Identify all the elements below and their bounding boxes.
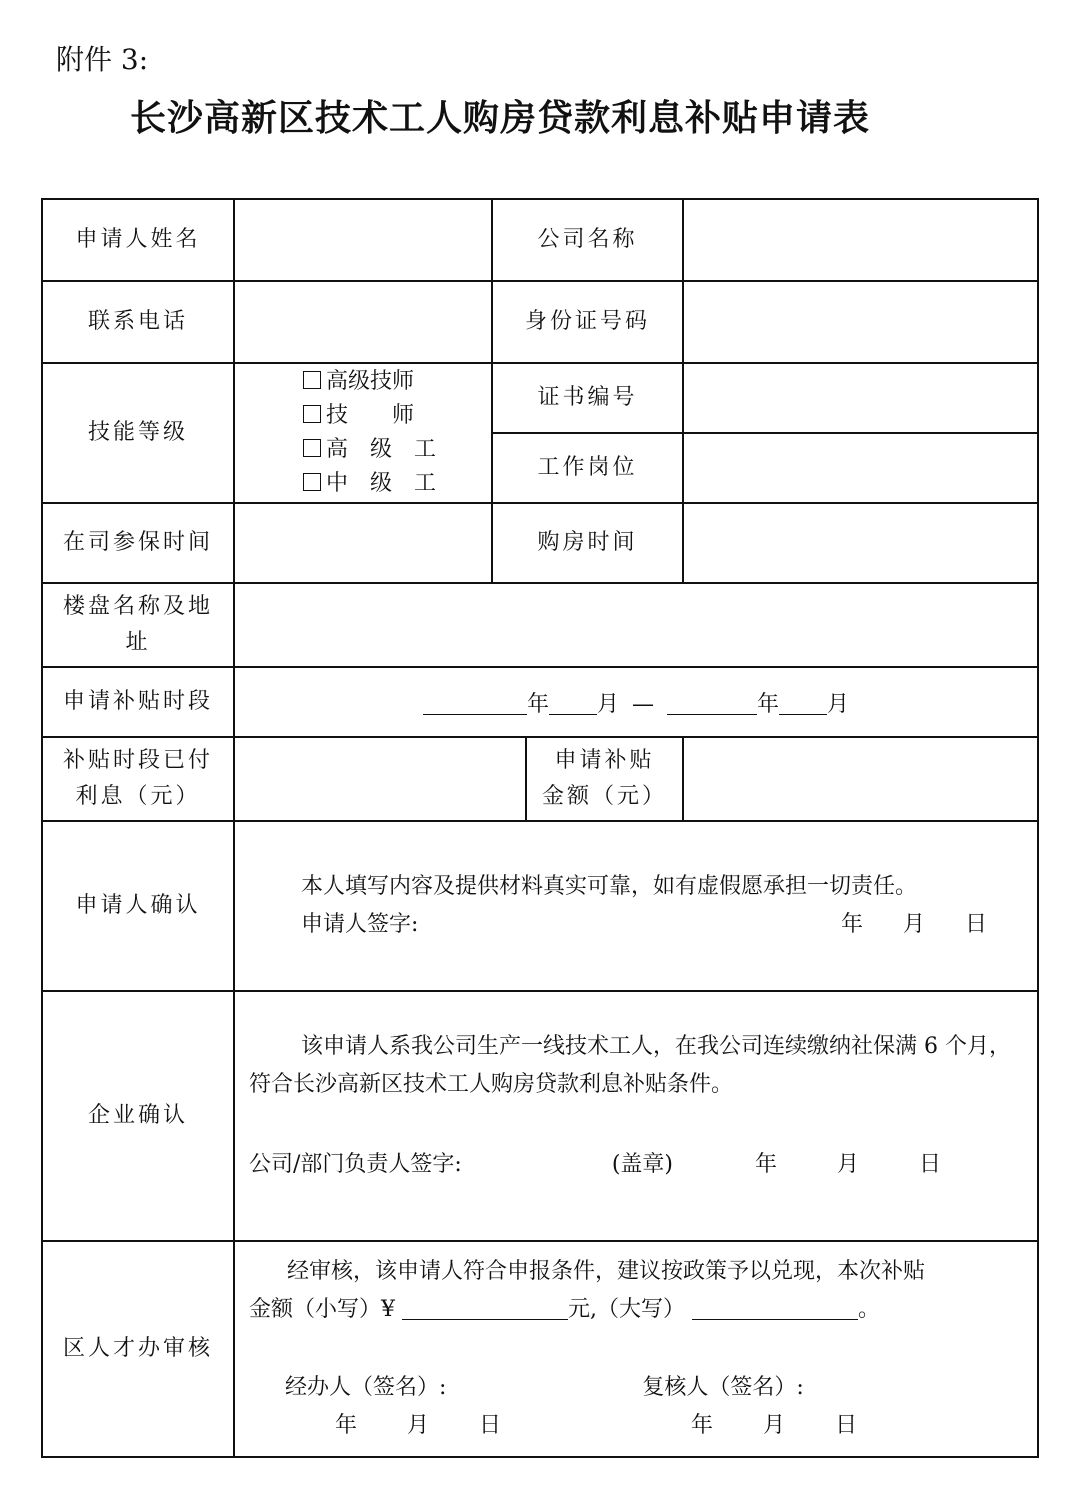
review-amount-row: 金额（小写）¥ 元,（大写） 。 (249, 1297, 881, 1322)
input-id-number[interactable] (683, 281, 1038, 363)
skill-level-options (234, 363, 492, 503)
label-purchase-time: 购房时间 (492, 503, 683, 583)
applicant-confirm-section (234, 821, 1038, 991)
skill-option[interactable]: 高 级 工 (303, 433, 491, 467)
label-insurance-time: 在司参保时间 (42, 503, 234, 583)
checkbox-icon[interactable] (303, 371, 321, 389)
form-title: 长沙高新区技术工人购房贷款利息补贴申请表 (129, 97, 870, 139)
applicant-date[interactable]: 年 月 日 (840, 912, 988, 937)
company-statement: 该申请人系我公司生产一线技术工人，在我公司连续缴纳社保满 6 个月，符合长沙高新区技术工人购房贷款利息补贴条件。 (249, 1034, 1011, 1097)
skill-option[interactable]: 中 级 工 (303, 467, 491, 501)
label-applicant-confirm: 申请人确认 (42, 821, 234, 991)
applicant-signature[interactable]: 申请人签字: (301, 912, 419, 937)
checkbox-icon[interactable] (303, 473, 321, 491)
input-property[interactable] (234, 583, 1038, 667)
applicant-statement: 本人填写内容及提供材料真实可靠，如有虚假愿承担一切责任。 (301, 874, 918, 899)
input-certificate-no[interactable] (683, 363, 1038, 433)
label-company-name: 公司名称 (492, 199, 683, 281)
input-subsidy-period[interactable]: 年 月 — 年 月 (234, 667, 1038, 737)
end-month-blank[interactable] (779, 690, 827, 715)
application-form-table (41, 198, 1039, 1458)
review-date-row[interactable]: 年 月 日 年 月 日 (335, 1413, 858, 1438)
label-id-number: 身份证号码 (492, 281, 683, 363)
start-month-blank[interactable] (549, 690, 597, 715)
start-year-blank[interactable] (423, 690, 527, 715)
amount-small-blank[interactable] (402, 1295, 568, 1320)
review-statement: 经审核，该申请人符合申报条件，建议按政策予以兑现，本次补贴 (287, 1259, 926, 1284)
input-paid-interest[interactable] (234, 737, 526, 821)
amount-large-blank[interactable] (692, 1295, 858, 1320)
checkbox-icon[interactable] (303, 405, 321, 423)
input-applicant-name[interactable] (234, 199, 492, 281)
input-company-name[interactable] (683, 199, 1038, 281)
review-signature-row[interactable]: 经办人（签名）: 复核人（签名）: (285, 1375, 804, 1400)
skill-option[interactable]: 技 师 (303, 399, 491, 433)
checkbox-icon[interactable] (303, 439, 321, 457)
review-section (234, 1241, 1038, 1457)
skill-option[interactable]: 高级技师 (303, 365, 491, 399)
input-insurance-time[interactable] (234, 503, 492, 583)
label-job-position: 工作岗位 (492, 433, 683, 503)
label-phone: 联系电话 (42, 281, 234, 363)
input-purchase-time[interactable] (683, 503, 1038, 583)
label-subsidy-period: 申请补贴时段 (42, 667, 234, 737)
label-paid-interest: 补贴时段已付 利息（元） (42, 737, 234, 821)
label-applicant-name: 申请人姓名 (42, 199, 234, 281)
input-job-position[interactable] (683, 433, 1038, 503)
company-signature-row[interactable]: 公司/部门负责人签字: (盖章) 年 月 日 (249, 1152, 942, 1177)
label-skill-level: 技能等级 (42, 363, 234, 503)
company-confirm-section (234, 991, 1038, 1241)
label-company-confirm: 企业确认 (42, 991, 234, 1241)
label-talent-office-review: 区人才办审核 (42, 1241, 234, 1457)
end-year-blank[interactable] (667, 690, 757, 715)
label-property: 楼盘名称及地 址 (42, 583, 234, 667)
input-subsidy-amount[interactable] (683, 737, 1038, 821)
input-phone[interactable] (234, 281, 492, 363)
attachment-label: 附件 3: (56, 43, 149, 76)
label-certificate-no: 证书编号 (492, 363, 683, 433)
label-subsidy-amount: 申请补贴 金额（元） (526, 737, 683, 821)
